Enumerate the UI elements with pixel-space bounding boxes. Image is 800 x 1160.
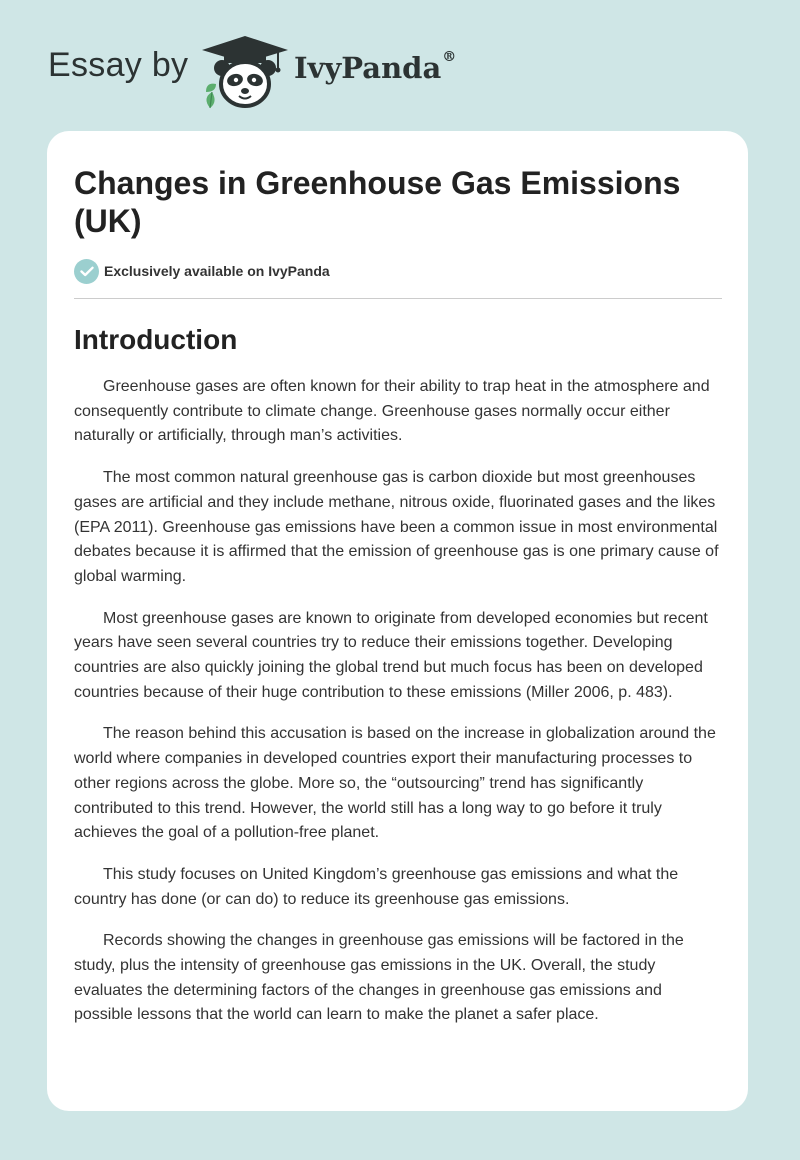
paragraph: The most common natural greenhouse gas is carbon dioxide but most greenhouses gases are artificial and they include methane, nitrous oxide, fluorinated gases and the likes (EPA 2011). Greenhouse gas emissions have been a common issue in most environmental debates because it is affirmed that the emission of greenhouse gas is one primary cause of global warming. xyxy=(74,469,719,585)
paragraph: Most greenhouse gases are known to originate from developed economies but recent years have seen several countries try to reduce their emissions together. Developing countries are also quickly joining the global trend but much focus has been on developed countries because of their huge contribution to these emissions (Miller 2006, p. 483). xyxy=(74,609,708,701)
panda-graduate-icon[interactable] xyxy=(200,32,290,110)
ivypanda-logo-text[interactable]: IvyPanda® xyxy=(294,49,457,85)
section-heading: Introduction xyxy=(74,324,238,355)
essay-body xyxy=(74,375,722,1028)
essay-card xyxy=(47,131,748,1111)
paragraph: Greenhouse gases are often known for their ability to trap heat in the atmosphere and consequently contribute to climate change. Greenhouse gases normally occur either naturally or artificially, through man’s activities. xyxy=(74,378,710,445)
checkmark-icon xyxy=(74,259,99,284)
divider xyxy=(74,298,722,299)
paragraph: The reason behind this accusation is based on the increase in globalization around the world where companies in developed countries export their manufacturing processes to other regions across the globe. More so, the “outsourcing” trend has significantly contributed to this trend. However, the world still has a long way to go before it truly achieves the goal of a pollution-free planet. xyxy=(74,725,716,842)
trademark-symbol: ® xyxy=(442,49,457,65)
page-title: Changes in Greenhouse Gas Emissions (UK) xyxy=(74,165,681,239)
paragraph: Records showing the changes in greenhouse gas emissions will be factored in the study, plus the intensity of greenhouse gas emissions in the UK. Overall, the study evaluates the determining factors of the changes in greenhouse gas emissions and possible lessons that the world can learn to make the planet a safer place. xyxy=(74,932,684,1024)
paragraph: This study focuses on United Kingdom’s greenhouse gas emissions and what the country has done (or can do) to reduce its greenhouse gas emissions. xyxy=(74,865,679,908)
site-header xyxy=(0,0,800,120)
badge-label: Exclusively available on IvyPanda xyxy=(104,263,330,279)
essay-by-label: Essay by xyxy=(48,46,189,84)
exclusive-badge xyxy=(74,258,722,284)
